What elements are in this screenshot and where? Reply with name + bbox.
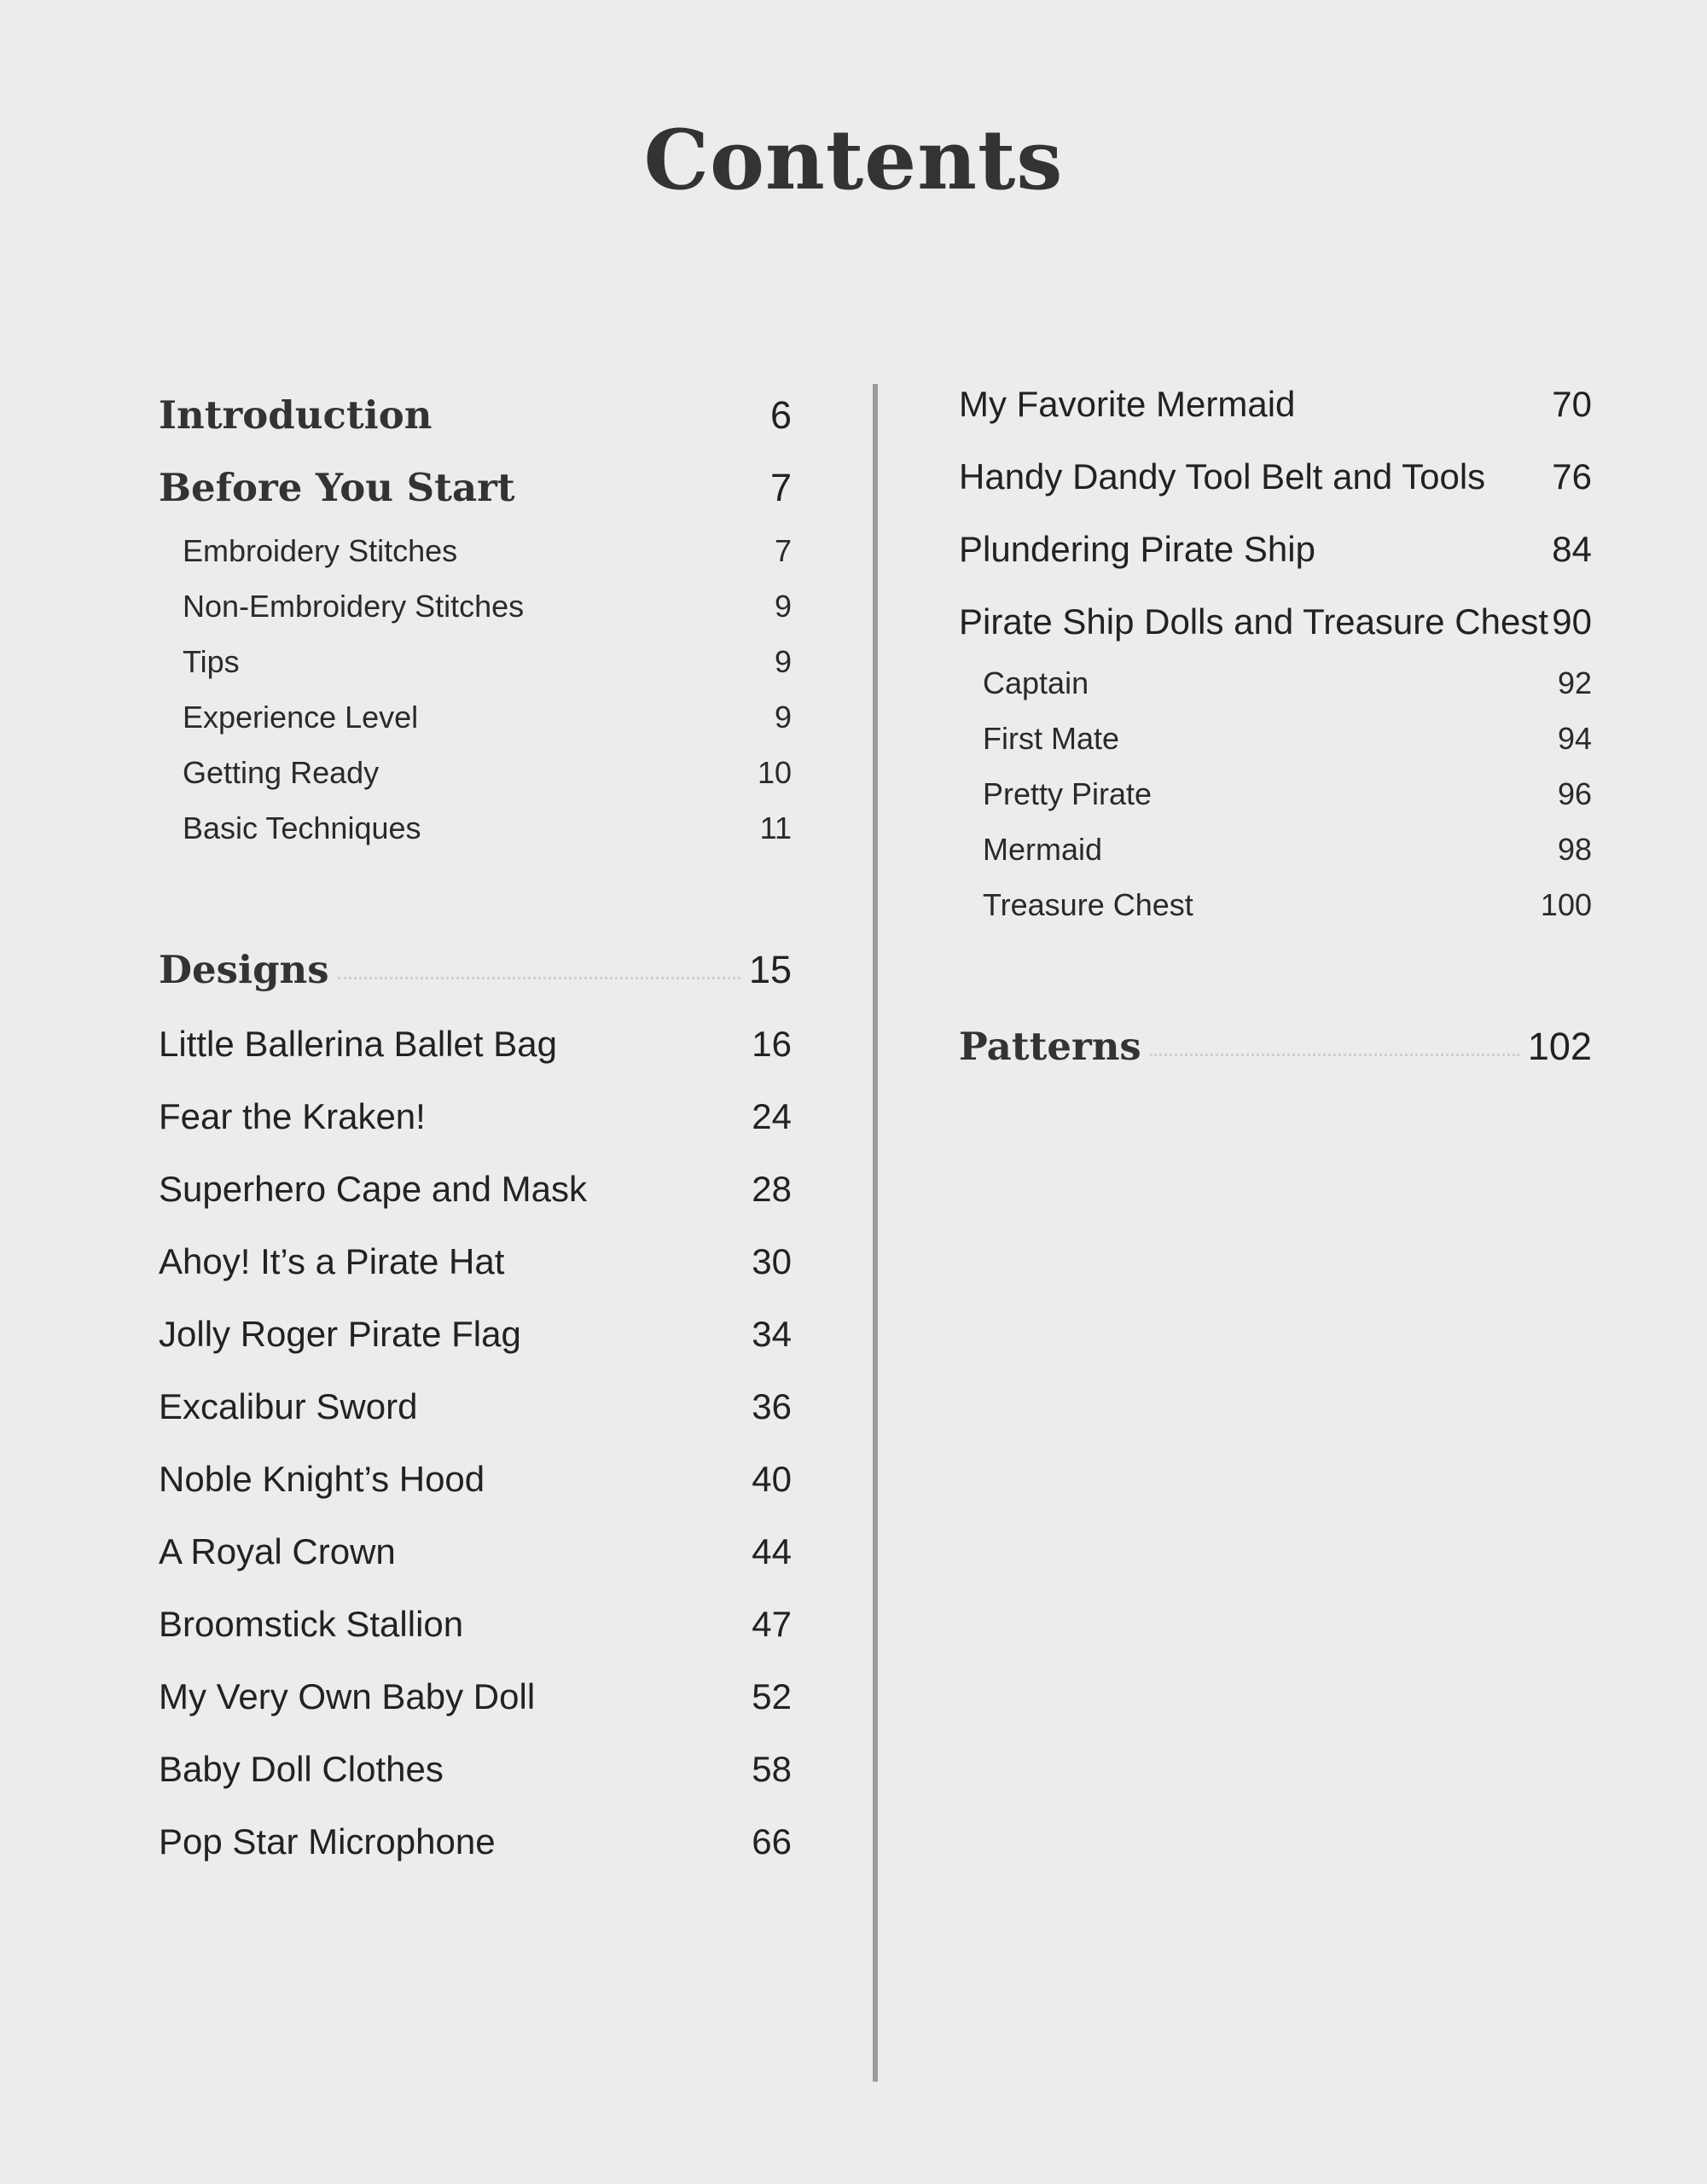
toc-entry[interactable] bbox=[959, 384, 1592, 425]
toc-entry[interactable] bbox=[159, 1386, 792, 1427]
toc-entry-page: 30 bbox=[752, 1241, 792, 1281]
toc-entry-page: 9 bbox=[774, 589, 792, 624]
toc-entry-label: Experience Level bbox=[183, 700, 419, 735]
toc-entry-label: Noble Knight’s Hood bbox=[159, 1459, 485, 1499]
column-divider bbox=[873, 384, 878, 2082]
toc-entry[interactable] bbox=[159, 1821, 792, 1862]
toc-subentry[interactable] bbox=[159, 533, 792, 569]
toc-subentry[interactable] bbox=[959, 721, 1592, 757]
toc-entry-page: 96 bbox=[1557, 776, 1592, 811]
toc-entry-page: 6 bbox=[769, 393, 792, 437]
toc-entry-page: 9 bbox=[774, 700, 792, 735]
toc-entry-page: 98 bbox=[1557, 832, 1592, 867]
toc-entry-page: 66 bbox=[752, 1821, 792, 1862]
toc-entry-page: 10 bbox=[757, 755, 792, 790]
toc-entry-label: Fear the Kraken! bbox=[159, 1096, 426, 1136]
toc-entry-label: First Mate bbox=[983, 721, 1120, 756]
toc-entry-label: Before You Start bbox=[159, 465, 515, 510]
toc-entry-label: Tips bbox=[183, 644, 240, 679]
toc-entry-label: Mermaid bbox=[983, 832, 1103, 867]
toc-entry-page: 102 bbox=[1527, 1025, 1592, 1068]
toc-entry-page: 84 bbox=[1552, 529, 1592, 569]
toc-entry-label: Pretty Pirate bbox=[983, 776, 1153, 811]
toc-subentry[interactable] bbox=[959, 776, 1592, 812]
toc-entry-label: Jolly Roger Pirate Flag bbox=[159, 1314, 521, 1354]
toc-entry-designs[interactable] bbox=[159, 947, 792, 992]
toc-entry-label: Little Ballerina Ballet Bag bbox=[159, 1024, 557, 1064]
toc-entry-label: Treasure Chest bbox=[983, 887, 1193, 922]
toc-entry-page: 7 bbox=[769, 466, 792, 509]
toc-entry-before-you-start[interactable] bbox=[159, 465, 792, 510]
toc-entry-page: 24 bbox=[752, 1096, 792, 1136]
toc-entry-label: Pop Star Microphone bbox=[159, 1821, 496, 1862]
toc-entry-page: 9 bbox=[774, 644, 792, 679]
toc-entry-page: 34 bbox=[752, 1314, 792, 1354]
toc-subentry[interactable] bbox=[159, 700, 792, 735]
page-title: Contents bbox=[643, 112, 1064, 208]
toc-entry-page: 94 bbox=[1557, 721, 1592, 756]
toc-entry-page: 16 bbox=[752, 1024, 792, 1064]
toc-entry-label: Captain bbox=[983, 665, 1089, 700]
toc-entry-label: My Favorite Mermaid bbox=[959, 384, 1296, 424]
toc-entry[interactable] bbox=[159, 1459, 792, 1500]
toc-entry[interactable] bbox=[959, 529, 1592, 570]
toc-entry-page: 58 bbox=[752, 1749, 792, 1789]
toc-entry-page: 52 bbox=[752, 1676, 792, 1716]
toc-entry-label: Basic Techniques bbox=[183, 810, 421, 845]
toc-entry-page: 70 bbox=[1552, 384, 1592, 424]
toc-entry-page: 7 bbox=[774, 533, 792, 568]
toc-entry[interactable] bbox=[959, 456, 1592, 497]
toc-entry-introduction[interactable] bbox=[159, 392, 792, 438]
toc-entry[interactable] bbox=[159, 1241, 792, 1282]
toc-subentry[interactable] bbox=[159, 644, 792, 680]
toc-entry-label: Superhero Cape and Mask bbox=[159, 1169, 587, 1209]
toc-entry-page: 11 bbox=[759, 810, 792, 845]
toc-entry-label: Non-Embroidery Stitches bbox=[183, 589, 525, 624]
toc-entry-label: Handy Dandy Tool Belt and Tools bbox=[959, 456, 1486, 497]
toc-entry-page: 76 bbox=[1552, 456, 1592, 497]
toc-entry-label: Patterns bbox=[959, 1024, 1141, 1069]
dot-leader bbox=[338, 977, 740, 979]
toc-entry-label: My Very Own Baby Doll bbox=[159, 1676, 536, 1716]
toc-entry[interactable] bbox=[159, 1676, 792, 1717]
dot-leader bbox=[1150, 1054, 1519, 1056]
toc-entry[interactable] bbox=[159, 1024, 792, 1065]
toc-entry-page: 100 bbox=[1540, 887, 1592, 922]
toc-entry[interactable] bbox=[159, 1314, 792, 1355]
toc-entry-label: Introduction bbox=[159, 392, 433, 438]
toc-subentry[interactable] bbox=[159, 755, 792, 791]
toc-entry-page: 92 bbox=[1557, 665, 1592, 700]
toc-entry-label: Broomstick Stallion bbox=[159, 1604, 464, 1644]
toc-subentry[interactable] bbox=[959, 832, 1592, 868]
toc-subentry[interactable] bbox=[959, 665, 1592, 701]
toc-entry[interactable] bbox=[159, 1096, 792, 1137]
toc-entry[interactable] bbox=[959, 601, 1592, 642]
toc-subentry[interactable] bbox=[959, 887, 1592, 923]
toc-entry-page: 15 bbox=[748, 948, 792, 991]
toc-subentry[interactable] bbox=[159, 589, 792, 624]
toc-entry[interactable] bbox=[159, 1169, 792, 1210]
toc-entry-label: Embroidery Stitches bbox=[183, 533, 458, 568]
toc-entry-label: Plundering Pirate Ship bbox=[959, 529, 1315, 569]
toc-entry-label: Ahoy! It’s a Pirate Hat bbox=[159, 1241, 505, 1281]
toc-entry-page: 44 bbox=[752, 1531, 792, 1571]
toc-entry-page: 90 bbox=[1552, 601, 1592, 642]
toc-entry-page: 28 bbox=[752, 1169, 792, 1209]
toc-entry-label: A Royal Crown bbox=[159, 1531, 396, 1571]
toc-entry-label: Pirate Ship Dolls and Treasure Chest bbox=[959, 601, 1549, 642]
toc-entry-label: Designs bbox=[159, 947, 329, 992]
toc-entry[interactable] bbox=[159, 1604, 792, 1645]
toc-entry-page: 40 bbox=[752, 1459, 792, 1499]
toc-entry-patterns[interactable] bbox=[959, 1024, 1592, 1069]
toc-entry[interactable] bbox=[159, 1531, 792, 1572]
toc-entry-label: Excalibur Sword bbox=[159, 1386, 418, 1426]
toc-entry-label: Baby Doll Clothes bbox=[159, 1749, 444, 1789]
toc-entry-label: Getting Ready bbox=[183, 755, 380, 790]
toc-entry[interactable] bbox=[159, 1749, 792, 1790]
toc-subentry[interactable] bbox=[159, 810, 792, 846]
toc-entry-page: 36 bbox=[752, 1386, 792, 1426]
toc-entry-page: 47 bbox=[752, 1604, 792, 1644]
